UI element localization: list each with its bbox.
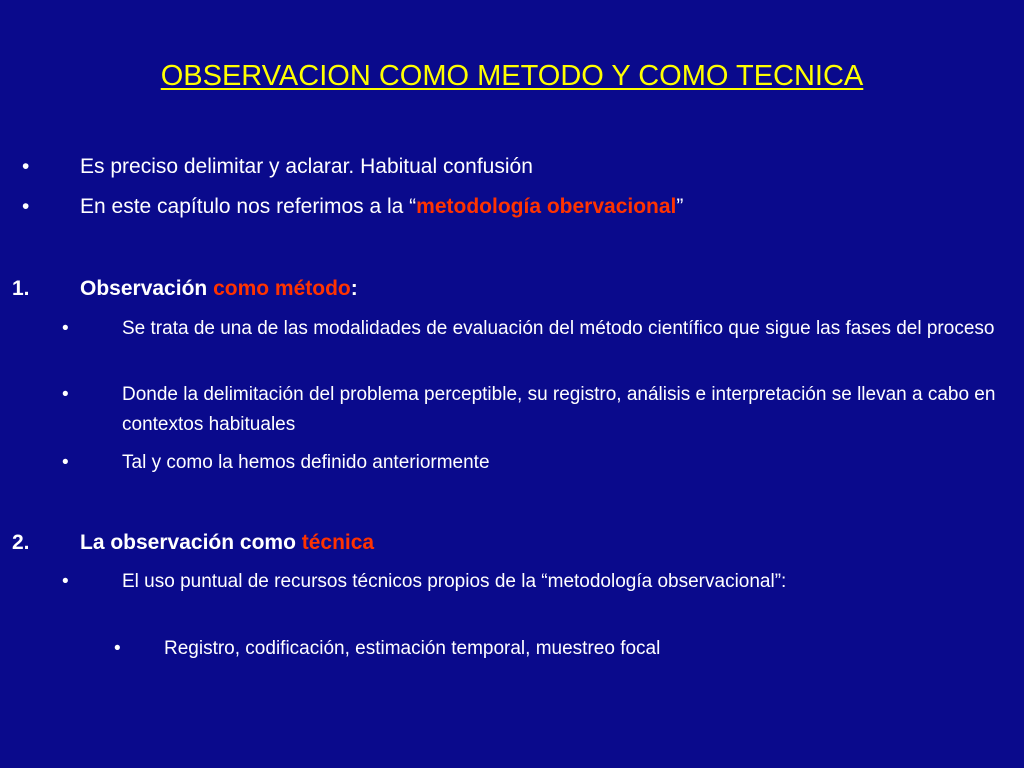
intro-text-2-before: En este capítulo nos referimos a la “ — [80, 195, 417, 218]
intro-text-2-after: ” — [676, 195, 684, 218]
section-2-subitem-1 — [0, 634, 1024, 663]
section-2-subitem-1-text: Registro, codificación, estimación temporal, muestreo focal — [164, 638, 661, 659]
section-1-item-2-text: Donde la delimitación del problema perceptible, su registro, análisis e interpretación se llevan a cabo en contextos habituales — [122, 384, 996, 435]
section-1-item-1-text: Se trata de una de las modalidades de evaluación del método científico que sigue las fases del proceso — [122, 318, 995, 339]
section-2-item-1-text: El uso puntual de recursos técnicos propios de la “metodología observacional”: — [122, 571, 787, 592]
bullet-glyph: • — [22, 195, 30, 218]
bullet-glyph: • — [62, 452, 69, 473]
section-1-item-3-text: Tal y como la hemos definido anteriormente — [122, 452, 490, 473]
bullet-glyph: • — [62, 384, 69, 405]
section-2-label-text: La observación como — [80, 531, 302, 554]
section-1-label-text: Observación — [80, 277, 214, 300]
slide-title: OBSERVACION COMO METODO Y COMO TECNICA — [160, 60, 864, 92]
intro-bullet-2 — [0, 192, 1024, 221]
intro-bullet-1 — [0, 152, 1024, 181]
section-2-number: 2. — [12, 531, 30, 554]
intro-text-2 — [80, 192, 683, 221]
section-1-item-3 — [0, 448, 1024, 477]
section-1-label — [80, 274, 358, 303]
section-1-suffix: : — [350, 277, 358, 300]
section-2-heading — [0, 528, 1024, 557]
section-1-item-2 — [0, 380, 1024, 440]
bullet-glyph: • — [22, 155, 30, 178]
section-2-highlight: técnica — [301, 531, 375, 554]
bullet-glyph: • — [62, 571, 69, 592]
bullet-glyph: • — [62, 318, 69, 339]
section-2-item-1 — [0, 567, 1024, 627]
section-1-item-1 — [0, 314, 1024, 374]
section-1-highlight: como método — [213, 277, 351, 300]
section-2-label — [80, 528, 374, 557]
intro-highlight: metodología obervacional — [416, 195, 677, 218]
section-1-number: 1. — [12, 277, 30, 300]
intro-text-1: Es preciso delimitar y aclarar. Habitual confusión — [80, 155, 533, 178]
section-1-heading — [0, 274, 1024, 303]
bullet-glyph: • — [114, 638, 121, 659]
